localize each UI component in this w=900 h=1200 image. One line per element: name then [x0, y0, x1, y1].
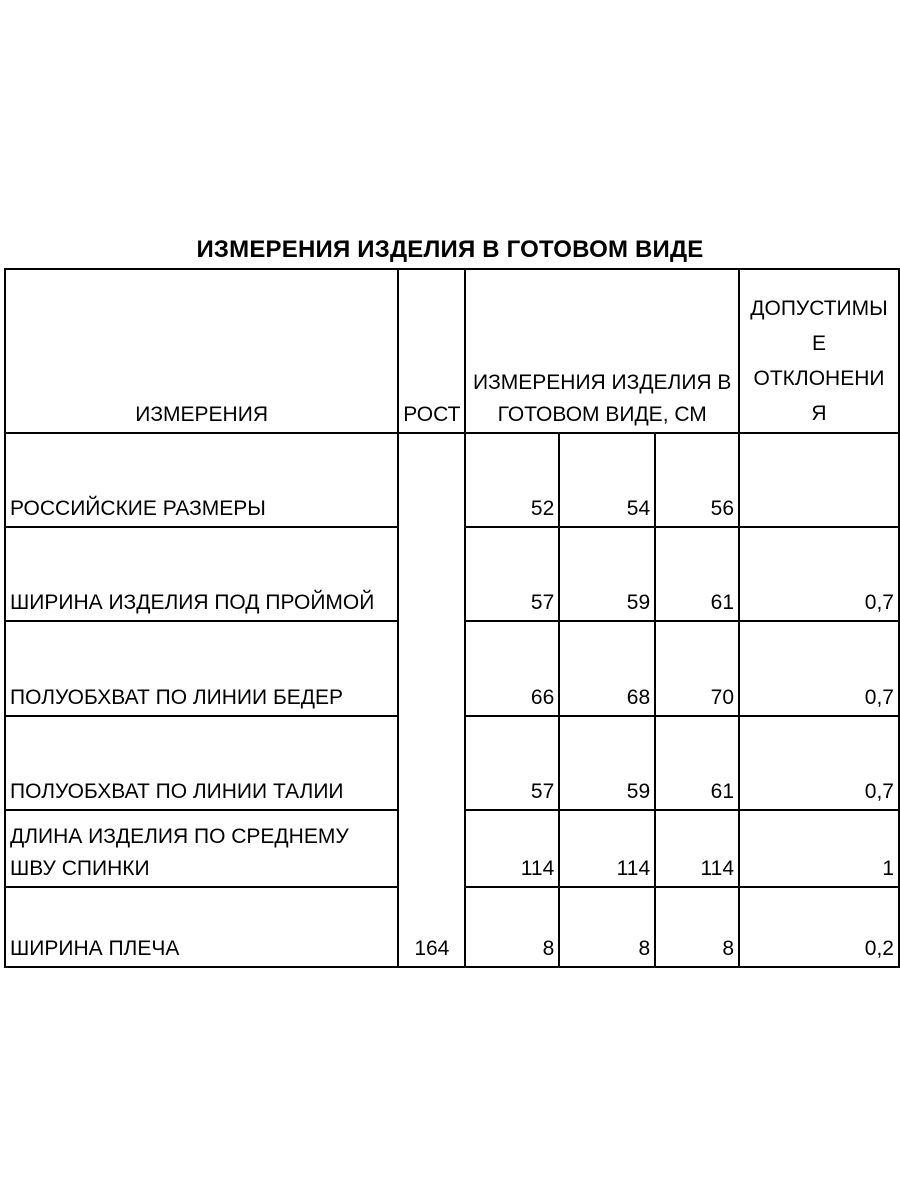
page-title: ИЗМЕРЕНИЯ ИЗДЕЛИЯ В ГОТОВОМ ВИДЕ	[196, 236, 704, 263]
rost-value: 164	[398, 433, 465, 967]
size-value: 8	[655, 887, 739, 967]
table-row	[5, 433, 899, 527]
row-label: ПОЛУОБХВАТ ПО ЛИНИИ ТАЛИИ	[5, 716, 398, 810]
header-measurements: ИЗМЕРЕНИЯ	[5, 269, 398, 433]
table-header-row	[5, 269, 899, 433]
measurements-table	[4, 268, 900, 968]
size-value: 114	[465, 810, 559, 887]
size-value: 54	[559, 433, 655, 527]
size-value: 114	[655, 810, 739, 887]
size-value: 8	[559, 887, 655, 967]
tolerance-value: 0,7	[739, 621, 899, 716]
row-label: ПОЛУОБХВАТ ПО ЛИНИИ БЕДЕР	[5, 621, 398, 716]
size-value: 70	[655, 621, 739, 716]
size-value: 8	[465, 887, 559, 967]
header-measurements-cm: ИЗМЕРЕНИЯ ИЗДЕЛИЯ В ГОТОВОМ ВИДЕ, СМ	[465, 269, 739, 433]
row-label: ШИРИНА ПЛЕЧА	[5, 887, 398, 967]
tolerance-value	[739, 433, 899, 527]
size-value: 59	[559, 527, 655, 621]
size-value: 114	[559, 810, 655, 887]
size-value: 59	[559, 716, 655, 810]
row-label: ДЛИНА ИЗДЕЛИЯ ПО СРЕДНЕМУ ШВУ СПИНКИ	[5, 810, 398, 887]
size-value: 52	[465, 433, 559, 527]
tolerance-value: 0,7	[739, 527, 899, 621]
size-value: 66	[465, 621, 559, 716]
size-value: 61	[655, 527, 739, 621]
size-value: 57	[465, 527, 559, 621]
tolerance-value: 0,2	[739, 887, 899, 967]
row-label: ШИРИНА ИЗДЕЛИЯ ПОД ПРОЙМОЙ	[5, 527, 398, 621]
header-rost: РОСТ	[398, 269, 465, 433]
tolerance-value: 0,7	[739, 716, 899, 810]
header-tolerance: ДОПУСТИМЫ Е ОТКЛОНЕНИ Я	[739, 269, 899, 433]
size-value: 57	[465, 716, 559, 810]
size-value: 68	[559, 621, 655, 716]
size-value: 56	[655, 433, 739, 527]
size-value: 61	[655, 716, 739, 810]
row-label: РОССИЙСКИЕ РАЗМЕРЫ	[5, 433, 398, 527]
tolerance-value: 1	[739, 810, 899, 887]
